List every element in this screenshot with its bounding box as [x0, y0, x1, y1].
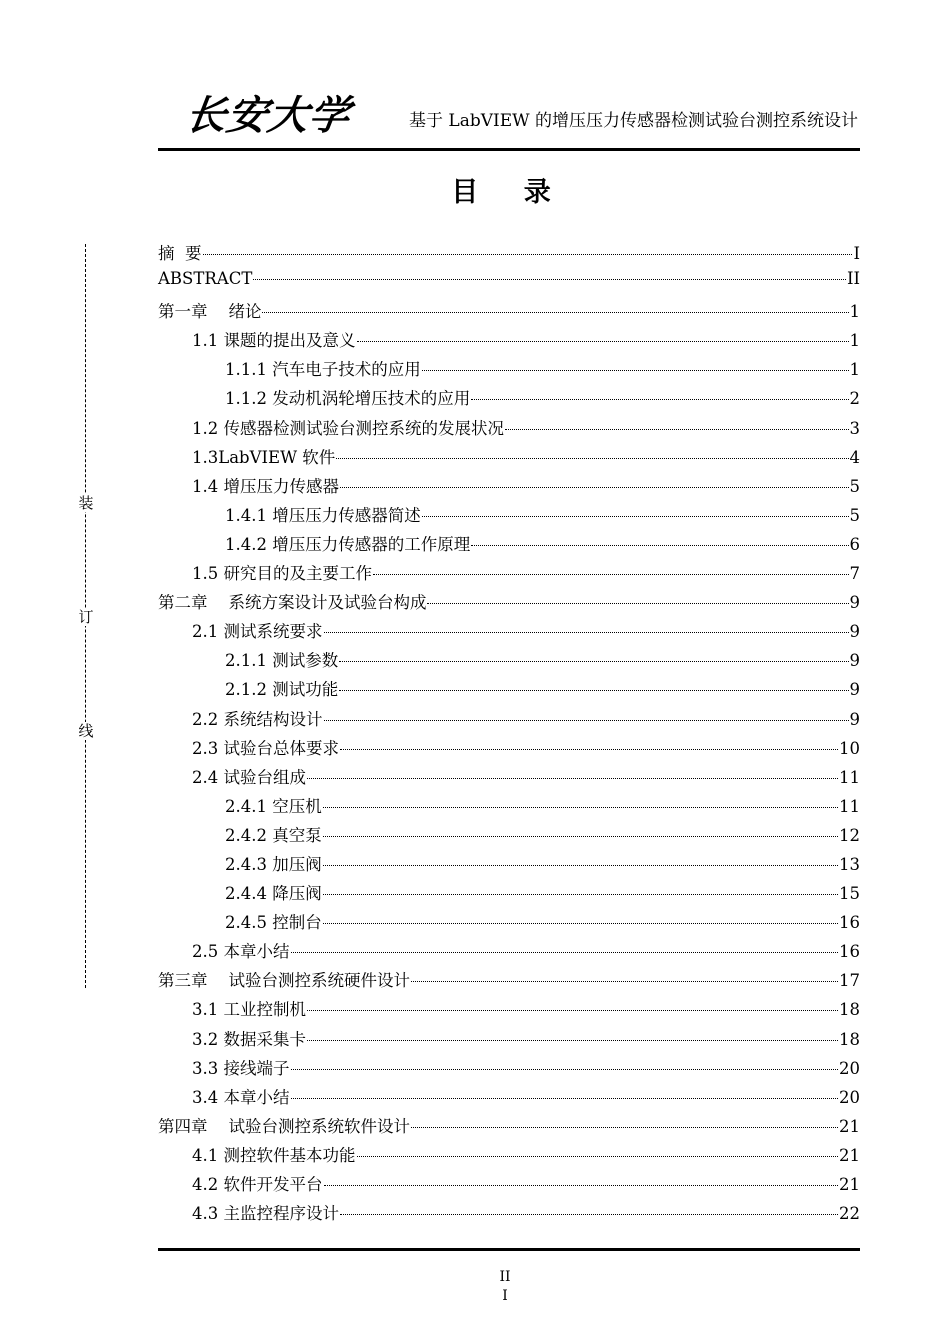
toc-leader-dots	[323, 836, 838, 837]
toc-leader-dots	[357, 341, 849, 342]
toc-leader-dots	[291, 1098, 839, 1099]
header-title: 基于 LabVIEW 的增压压力传感器检测试验台测控系统设计	[409, 111, 858, 131]
toc-leader-dots	[471, 545, 848, 546]
toc-entry-title: 4.3 主监控程序设计	[192, 1204, 339, 1224]
toc-entry[interactable]	[158, 618, 860, 647]
toc-leader-dots	[307, 1040, 838, 1041]
toc-entry-page: 1	[849, 360, 860, 380]
toc-entry-title: 1.4 增压压力传感器	[192, 476, 339, 496]
toc-entry-page: 16	[839, 913, 860, 933]
toc-leader-dots	[291, 1069, 839, 1070]
toc-leader-dots	[339, 690, 848, 691]
toc-entry-page: 9	[849, 622, 860, 642]
toc-entry-title: 1.4.1 增压压力传感器简述	[225, 505, 421, 525]
toc-entry-title: 2.4 试验台组成	[192, 767, 306, 787]
table-of-contents	[158, 240, 860, 1229]
toc-entry-page: 16	[839, 942, 860, 962]
toc-entry-page: 2	[849, 389, 860, 409]
toc-entry-page: 9	[849, 709, 860, 729]
toc-entry-page: 12	[839, 825, 860, 845]
toc-entry-page: II	[846, 269, 860, 289]
toc-entry[interactable]	[158, 909, 860, 938]
toc-entry-title: 4.2 软件开发平台	[192, 1175, 323, 1194]
toc-entry-page: 21	[839, 1145, 860, 1165]
toc-entry-title: 2.4.3 加压阀	[225, 854, 322, 874]
toc-entry-title: 1.4.2 增压压力传感器的工作原理	[225, 534, 471, 554]
toc-entry-page: 11	[839, 767, 860, 787]
toc-entry-title: 1.1.1 汽车电子技术的应用	[225, 360, 421, 380]
toc-entry[interactable]	[158, 473, 860, 502]
toc-entry-title: 2.2 系统结构设计	[192, 709, 323, 729]
toc-entry-page: 21	[839, 1116, 860, 1136]
toc-entry-page: 20	[839, 1058, 860, 1078]
toc-entry-title: 2.4.1 空压机	[225, 796, 322, 816]
toc-leader-dots	[323, 923, 838, 924]
toc-entry-page: 3	[849, 418, 860, 438]
toc-leader-dots	[340, 487, 849, 488]
toc-entry-page: 21	[839, 1175, 860, 1194]
toc-entry-title: 4.1 测控软件基本功能	[192, 1145, 356, 1165]
toc-entry-title: 3.1 工业控制机	[192, 1000, 306, 1020]
toc-entry[interactable]	[158, 531, 860, 560]
toc-entry[interactable]	[158, 996, 860, 1025]
toc-entry[interactable]	[158, 502, 860, 531]
toc-entry-page: 9	[849, 680, 860, 700]
toc-entry-title: 2.1.1 测试参数	[225, 651, 339, 671]
toc-entry-page: 1	[849, 302, 860, 322]
toc-entry-page: 9	[849, 593, 860, 613]
toc-entry-page: 5	[849, 505, 860, 525]
toc-leader-dots	[339, 661, 848, 662]
toc-entry[interactable]	[158, 676, 860, 705]
toc-entry[interactable]	[158, 298, 860, 327]
toc-entry-title: 摘 要	[158, 244, 202, 263]
toc-entry[interactable]	[158, 589, 860, 618]
toc-entry[interactable]	[158, 385, 860, 414]
toc-leader-dots	[324, 1185, 839, 1186]
toc-entry-page: 4	[849, 447, 860, 467]
toc-entry[interactable]	[158, 415, 860, 444]
toc-entry-title: 2.4.5 控制台	[225, 913, 322, 933]
binding-mark-ding: 订	[78, 608, 94, 626]
header-rule	[158, 148, 860, 151]
toc-entry[interactable]	[158, 1084, 860, 1113]
toc-leader-dots	[307, 778, 838, 779]
toc-entry[interactable]	[158, 938, 860, 967]
toc-leader-dots	[422, 516, 849, 517]
toc-entry[interactable]	[158, 560, 860, 589]
toc-entry-title: 3.4 本章小结	[192, 1087, 290, 1107]
toc-leader-dots	[357, 1156, 839, 1157]
toc-entry-page: 7	[849, 564, 860, 584]
toc-leader-dots	[262, 312, 848, 313]
toc-entry-page: 22	[839, 1204, 860, 1224]
toc-leader-dots	[427, 603, 848, 604]
toc-leader-dots	[253, 279, 846, 280]
toc-entry-title: ABSTRACT	[158, 269, 253, 289]
toc-leader-dots	[307, 1010, 838, 1011]
page-number-sub: I	[502, 1288, 508, 1304]
toc-entry-title: 1.2 传感器检测试验台测控系统的发展状况	[192, 418, 504, 438]
toc-leader-dots	[340, 749, 838, 750]
toc-entry-page: 6	[849, 534, 860, 554]
toc-leader-dots	[323, 894, 838, 895]
toc-leader-dots	[336, 458, 848, 459]
footer-rule	[158, 1248, 860, 1251]
toc-entry-page: 20	[839, 1087, 860, 1107]
toc-entry-page: 10	[839, 738, 860, 758]
toc-entry-title: 第一章 绪论	[158, 302, 262, 322]
toc-entry-title: 3.2 数据采集卡	[192, 1029, 306, 1049]
toc-entry-page: 1	[849, 331, 860, 351]
toc-leader-dots	[340, 1214, 838, 1215]
toc-entry-title: 3.3 接线端子	[192, 1058, 290, 1078]
toc-entry-page: 18	[839, 1029, 860, 1049]
toc-entry-page: 11	[839, 796, 860, 816]
toc-entry-title: 2.5 本章小结	[192, 942, 290, 962]
toc-entry-title: 2.4.2 真空泵	[225, 825, 322, 845]
toc-entry-title: 第二章 系统方案设计及试验台构成	[158, 593, 427, 613]
toc-leader-dots	[324, 720, 849, 721]
toc-entry-page: 17	[839, 971, 860, 991]
toc-entry[interactable]	[158, 851, 860, 880]
toc-leader-dots	[411, 1127, 838, 1128]
toc-entry-title: 第三章 试验台测控系统硬件设计	[158, 971, 410, 991]
toc-leader-dots	[422, 370, 849, 371]
toc-entry-title: 1.3LabVIEW 软件	[192, 447, 336, 467]
toc-entry-title: 1.1.2 发动机涡轮增压技术的应用	[225, 389, 471, 409]
toc-entry[interactable]	[158, 706, 860, 735]
toc-entry[interactable]	[158, 1171, 860, 1200]
toc-entry-page: I	[853, 244, 860, 263]
toc-entry[interactable]	[158, 822, 860, 851]
toc-entry[interactable]	[158, 444, 860, 473]
toc-entry-title: 2.1.2 测试功能	[225, 680, 339, 700]
toc-entry[interactable]	[158, 1055, 860, 1084]
toc-entry[interactable]	[158, 240, 860, 269]
toc-entry[interactable]	[158, 356, 860, 385]
page-number: II	[499, 1269, 511, 1285]
toc-entry-title: 第四章 试验台测控系统软件设计	[158, 1116, 410, 1136]
toc-heading: 目 录	[451, 177, 569, 208]
toc-entry-page: 9	[849, 651, 860, 671]
toc-leader-dots	[323, 807, 838, 808]
toc-entry[interactable]	[158, 1200, 860, 1229]
toc-leader-dots	[373, 574, 849, 575]
toc-entry-title: 2.3 试验台总体要求	[192, 738, 339, 758]
toc-entry[interactable]	[158, 269, 860, 298]
toc-entry-page: 5	[849, 476, 860, 496]
toc-leader-dots	[471, 399, 848, 400]
toc-entry-title: 1.1 课题的提出及意义	[192, 331, 356, 351]
toc-entry[interactable]	[158, 1026, 860, 1055]
binding-mark-xian: 线	[78, 722, 94, 740]
toc-entry-page: 18	[839, 1000, 860, 1020]
toc-leader-dots	[505, 429, 849, 430]
toc-entry[interactable]	[158, 1113, 860, 1142]
binding-mark-zhuang: 装	[78, 494, 94, 512]
toc-leader-dots	[324, 632, 849, 633]
toc-entry[interactable]	[158, 880, 860, 909]
toc-leader-dots	[291, 952, 839, 953]
toc-entry[interactable]	[158, 327, 860, 356]
toc-entry-page: 15	[839, 884, 860, 904]
toc-entry[interactable]	[158, 647, 860, 676]
toc-leader-dots	[411, 981, 838, 982]
toc-leader-dots	[323, 865, 838, 866]
toc-leader-dots	[203, 254, 853, 255]
toc-entry[interactable]	[158, 764, 860, 793]
toc-entry-title: 1.5 研究目的及主要工作	[192, 564, 372, 584]
toc-entry[interactable]	[158, 1142, 860, 1171]
university-logo: 长安大学	[182, 92, 354, 139]
toc-entry[interactable]	[158, 967, 860, 996]
toc-entry[interactable]	[158, 793, 860, 822]
toc-entry-title: 2.1 测试系统要求	[192, 622, 323, 642]
toc-entry[interactable]	[158, 735, 860, 764]
toc-entry-page: 13	[839, 854, 860, 874]
toc-entry-title: 2.4.4 降压阀	[225, 884, 322, 904]
